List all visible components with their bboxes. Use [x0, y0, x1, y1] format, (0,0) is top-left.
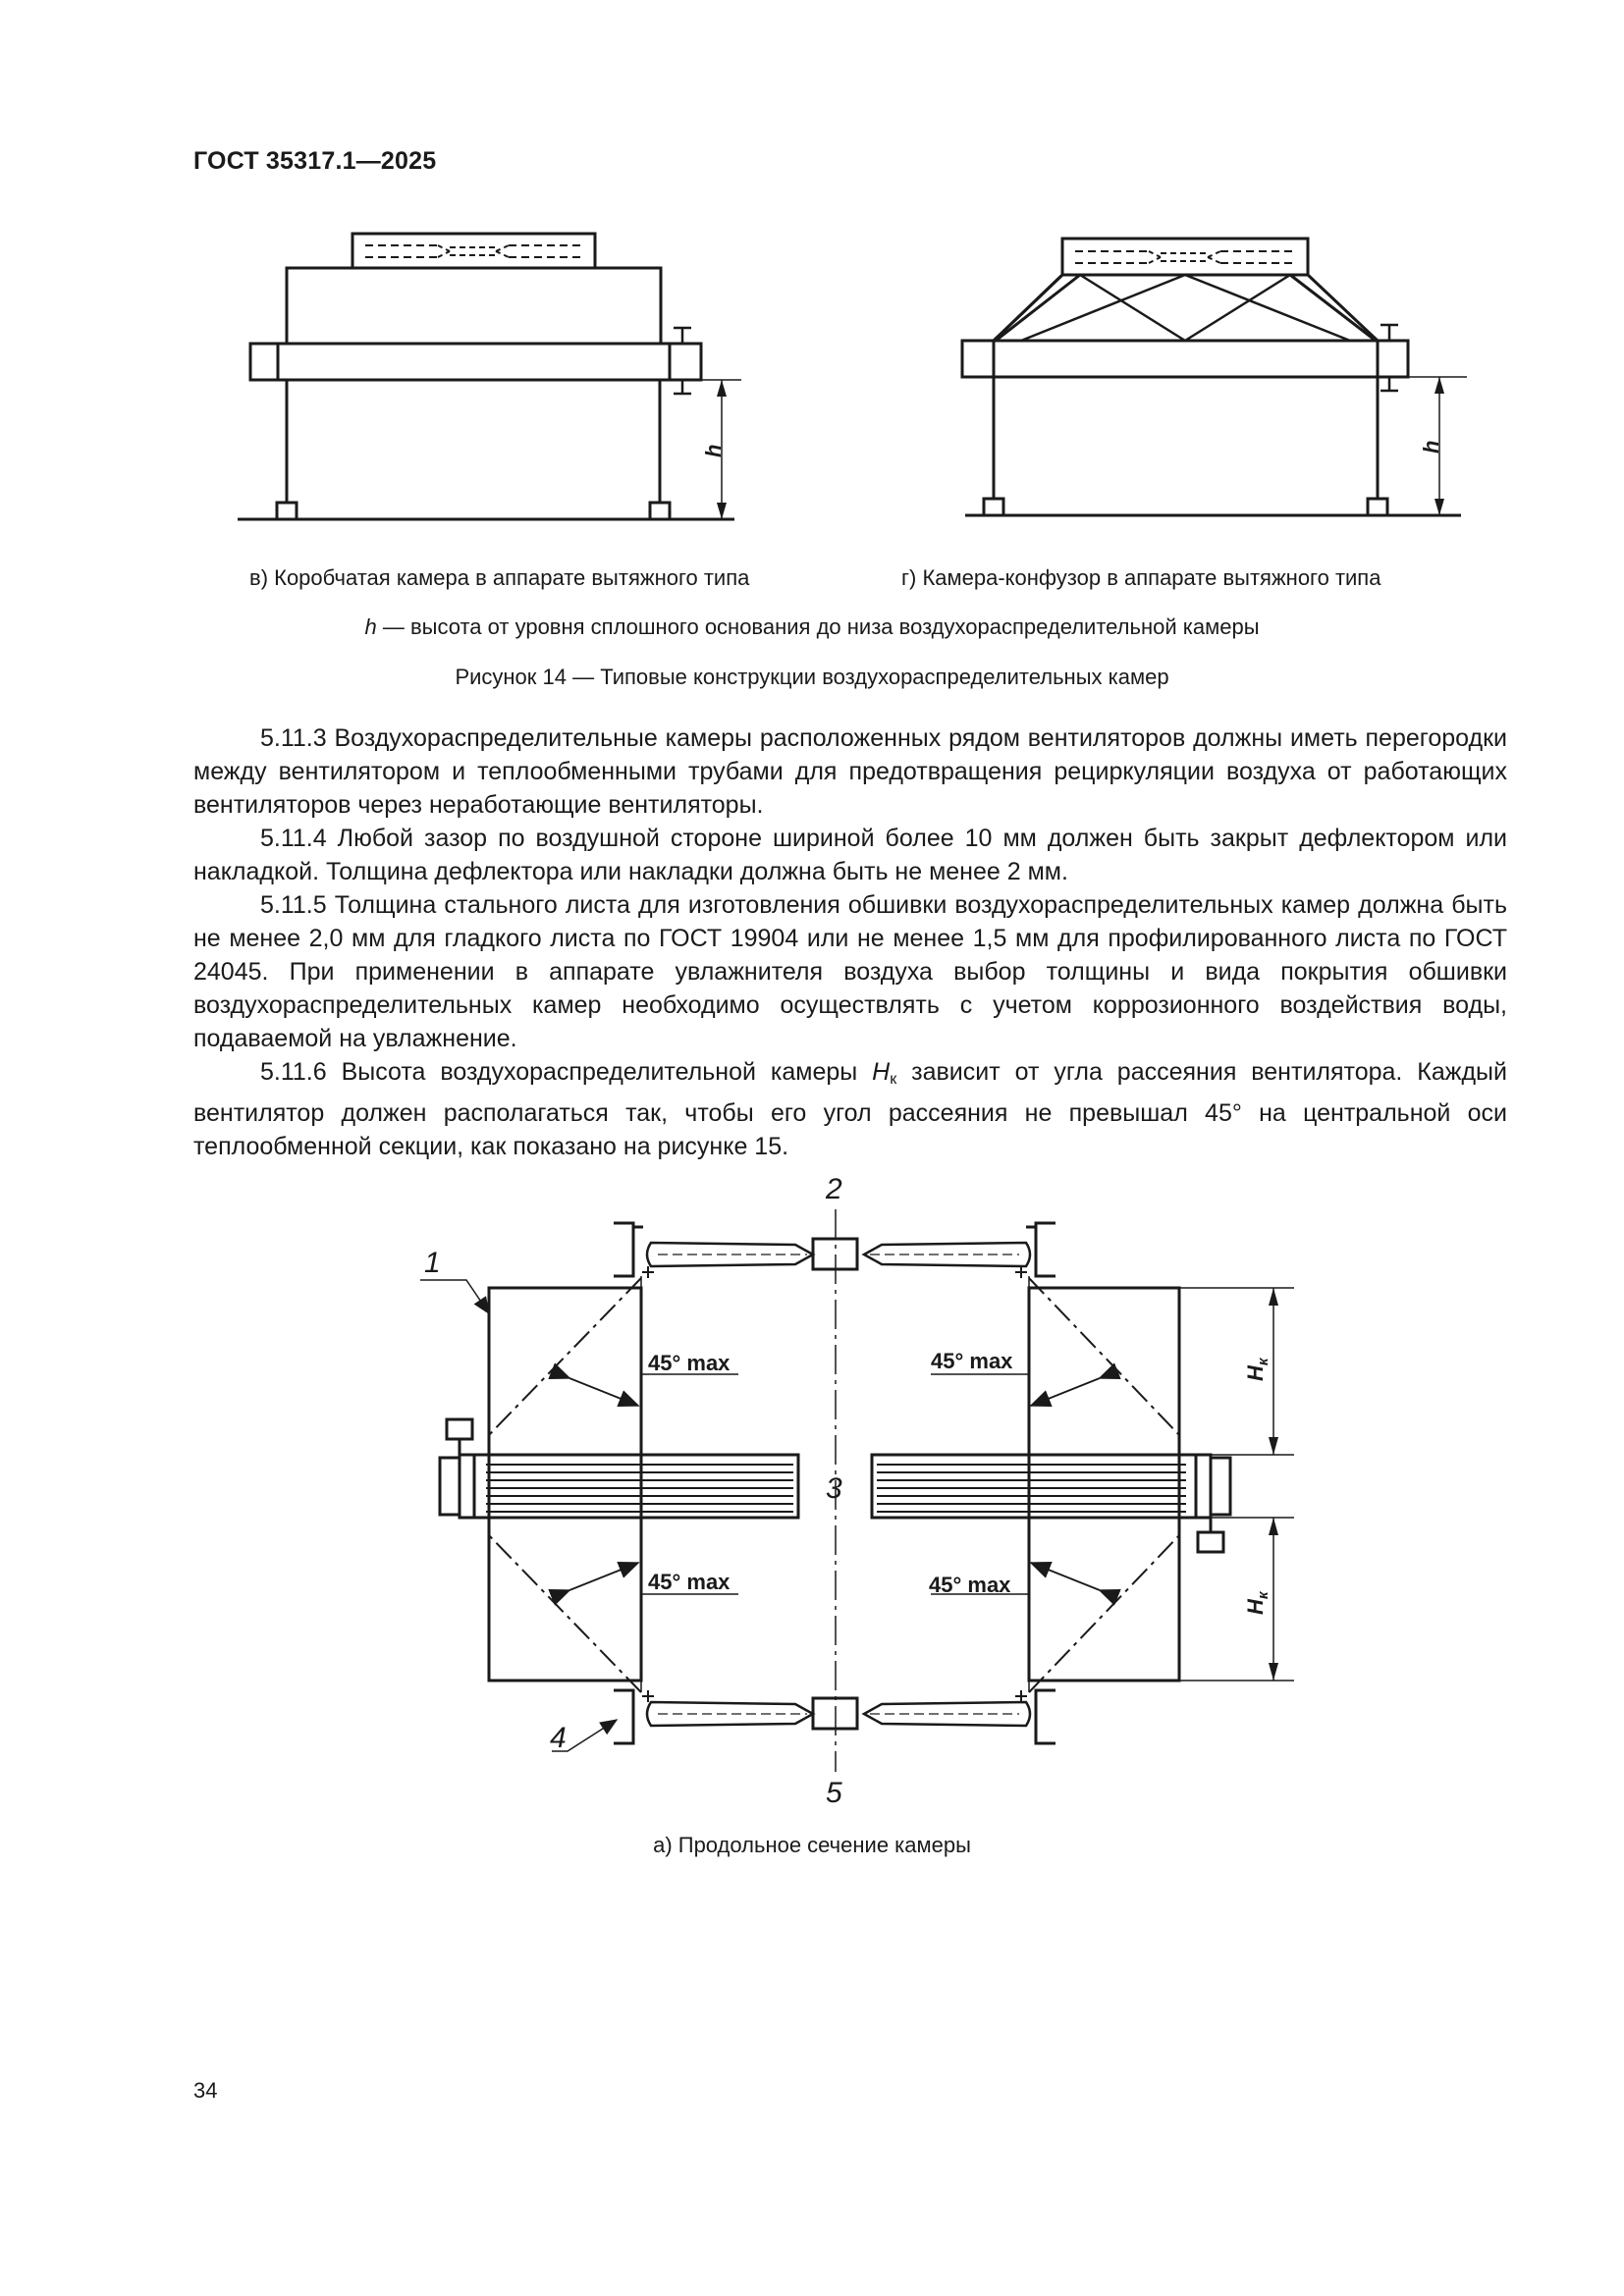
page-number: 34 [193, 2078, 218, 2103]
p4-symbol: H [872, 1058, 891, 1086]
dimension-hk-lower [1243, 1590, 1272, 1615]
legend-symbol: h [364, 614, 377, 639]
dimension-hk-upper [1243, 1357, 1272, 1381]
left-chamber-wall [489, 1288, 641, 1681]
callout-5: 5 [826, 1777, 842, 1809]
callout-1: 1 [424, 1247, 441, 1279]
angle-label-bottom-left: 45° max [648, 1570, 731, 1594]
panel-g-caption: г) Камера-конфузор в аппарате вытяжного типа [901, 565, 1381, 590]
dimension-h-label-v: h [701, 444, 726, 457]
paragraph-5-11-3: 5.11.3 Воздухораспределительные камеры расположенных рядом вентиляторов должны иметь перегородки между вентилятором и теплообменными трубами для предотвращения рециркуляции воздуха от работающих вентиляторов через неработающие вентиляторы. [193, 724, 1507, 819]
angle-label-top-right: 45° max [931, 1349, 1013, 1373]
figure-14-title: Рисунок 14 — Типовые конструкции воздухораспределительных камер [455, 665, 1169, 689]
paragraph-5-11-5: 5.11.5 Толщина стального листа для изготовления обшивки воздухораспределительных камер должна быть не менее 2,0 мм для гладкого листа по ГОСТ 19904 или не менее 1,5 мм для профилированного листа по ГОСТ 24045. При применении в аппарате увлажнителя воздуха выбор толщины и вида покрытия обшивки воздухораспределительных камер необходимо осуществлять с учетом коррозионного воздействия воды, подаваемой на увлажнение. [193, 891, 1507, 1052]
svg-text:Hк: $H_к$ [1243, 1358, 1272, 1381]
document-code-header: ГОСТ 35317.1—2025 [193, 147, 437, 175]
angle-label-top-left: 45° max [648, 1351, 731, 1375]
figure-15a-caption: а) Продольное сечение камеры [653, 1833, 971, 1857]
callout-4: 4 [550, 1722, 567, 1754]
p4-before: 5.11.6 Высота воздухораспределительной камеры [260, 1058, 873, 1086]
svg-text:Hк: $H_к$ [1243, 1591, 1272, 1615]
legend-text: — высота от уровня сплошного основания до низа воздухораспределительной камеры [376, 614, 1260, 639]
panel-v-caption: в) Коробчатая камера в аппарате вытяжного типа [249, 565, 750, 590]
p4-after: зависит от угла рассеяния вентилятора. Каждый вентилятор должен располагаться так, чтобы его угол рассеяния не превышал 45° на центральной оси теплообменной секции, как показано на рисунке 15. [193, 1058, 1507, 1160]
dimension-h-label-g: h [1419, 440, 1443, 454]
p4-subscript: к [890, 1071, 897, 1088]
callout-2: 2 [826, 1173, 842, 1205]
right-chamber-wall [1029, 1288, 1179, 1681]
callout-3: 3 [826, 1472, 842, 1505]
angle-label-bottom-right: 45° max [929, 1573, 1011, 1597]
paragraph-5-11-4: 5.11.4 Любой зазор по воздушной стороне шириной более 10 мм должен быть закрыт дефлектором или накладкой. Толщина дефлектора или накладки должна быть не менее 2 мм. [193, 825, 1507, 885]
